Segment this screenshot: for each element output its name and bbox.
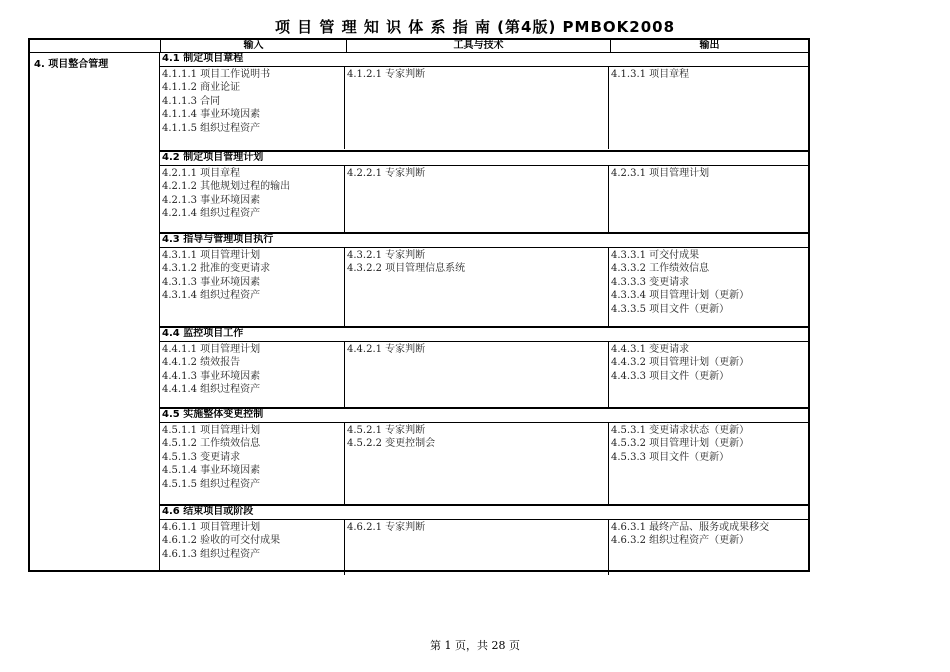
list-item: 4.3.2.2 项目管理信息系统 bbox=[347, 263, 466, 275]
process-inputs bbox=[160, 423, 345, 504]
list-item: 4.5.2.2 变更控制会 bbox=[347, 438, 436, 450]
process-title: 4.6 结束项目或阶段 bbox=[160, 504, 808, 520]
list-item: 4.1.1.3 合同 bbox=[162, 95, 221, 107]
list-item: 4.2.1.1 项目章程 bbox=[162, 168, 241, 179]
list-item: 4.2.3.1 项目管理计划 bbox=[611, 168, 710, 179]
page-footer: 第 1 页，共 28 页 bbox=[430, 639, 520, 652]
list-item: 4.4.1.1 项目管理计划 bbox=[162, 344, 261, 355]
list-item: 4.5.1.4 事业环境因素 bbox=[162, 465, 261, 477]
list-item: 4.1.1.5 组织过程资产 bbox=[162, 122, 261, 134]
list-item: 4.6.3.1 最终产品、服务或成果移交 bbox=[611, 522, 770, 533]
process-section bbox=[160, 53, 808, 149]
list-item: 4.5.1.1 项目管理计划 bbox=[162, 425, 261, 436]
list-item: 4.1.1.1 项目工作说明书 bbox=[162, 69, 271, 80]
process-outputs bbox=[609, 67, 808, 149]
list-item: 4.4.1.4 组织过程资产 bbox=[162, 384, 261, 396]
process-section bbox=[160, 504, 808, 575]
list-item: 4.6.1.1 项目管理计划 bbox=[162, 522, 261, 533]
list-item: 4.1.3.1 项目章程 bbox=[611, 69, 690, 80]
list-item: 4.1.2.1 专家判断 bbox=[347, 69, 426, 80]
list-item: 4.3.1.3 事业环境因素 bbox=[162, 276, 261, 288]
list-item: 4.1.1.2 商业论证 bbox=[162, 82, 241, 94]
list-item: 4.3.2.1 专家判断 bbox=[347, 250, 426, 261]
process-section bbox=[160, 150, 808, 232]
list-item: 4.5.2.1 专家判断 bbox=[347, 425, 426, 436]
list-item: 4.2.1.3 事业环境因素 bbox=[162, 194, 261, 206]
process-body bbox=[160, 342, 808, 407]
process-inputs bbox=[160, 520, 345, 575]
process-tools bbox=[345, 520, 609, 575]
process-outputs bbox=[609, 342, 808, 407]
knowledge-area-column bbox=[30, 53, 160, 570]
process-table bbox=[28, 38, 810, 572]
process-body bbox=[160, 520, 808, 575]
header-blank bbox=[30, 40, 160, 53]
list-item: 4.3.3.2 工作绩效信息 bbox=[611, 263, 710, 275]
list-item: 4.2.1.2 其他规划过程的输出 bbox=[162, 181, 291, 193]
list-item: 4.6.1.3 组织过程资产 bbox=[162, 548, 261, 560]
list-item: 4.6.2.1 专家判断 bbox=[347, 522, 426, 533]
process-title: 4.4 监控项目工作 bbox=[160, 326, 808, 342]
list-item: 4.5.3.3 项目文件（更新） bbox=[611, 451, 730, 463]
process-title: 4.3 指导与管理项目执行 bbox=[160, 232, 808, 248]
list-item: 4.2.1.4 组织过程资产 bbox=[162, 208, 261, 220]
process-section bbox=[160, 232, 808, 326]
list-item: 4.3.3.3 变更请求 bbox=[611, 276, 690, 288]
list-item: 4.5.1.3 变更请求 bbox=[162, 451, 241, 463]
list-item: 4.3.1.4 组织过程资产 bbox=[162, 290, 261, 302]
process-outputs bbox=[609, 423, 808, 504]
process-section bbox=[160, 407, 808, 504]
header-tools: 工具与技术 bbox=[346, 40, 610, 53]
process-body bbox=[160, 248, 808, 326]
list-item: 4.4.3.1 变更请求 bbox=[611, 344, 690, 355]
list-item: 4.3.1.1 项目管理计划 bbox=[162, 250, 261, 261]
list-item: 4.5.1.2 工作绩效信息 bbox=[162, 438, 261, 450]
header-input: 输入 bbox=[160, 40, 346, 53]
list-item: 4.5.3.2 项目管理计划（更新） bbox=[611, 438, 750, 450]
list-item: 4.6.1.2 验收的可交付成果 bbox=[162, 535, 281, 547]
list-item: 4.3.3.5 项目文件（更新） bbox=[611, 303, 730, 315]
process-outputs bbox=[609, 248, 808, 326]
list-item: 4.3.3.1 可交付成果 bbox=[611, 250, 700, 261]
list-item: 4.4.1.3 事业环境因素 bbox=[162, 370, 261, 382]
list-item: 4.3.1.2 批准的变更请求 bbox=[162, 263, 271, 275]
process-outputs bbox=[609, 520, 808, 575]
list-item: 4.4.2.1 专家判断 bbox=[347, 344, 426, 355]
list-item: 4.1.1.4 事业环境因素 bbox=[162, 109, 261, 121]
list-item: 4.6.3.2 组织过程资产（更新） bbox=[611, 535, 750, 547]
process-tools bbox=[345, 67, 609, 149]
page-title: 项 目 管 理 知 识 体 系 指 南 (第4版) PMBOK2008 bbox=[274, 18, 676, 36]
process-tools bbox=[345, 342, 609, 407]
list-item: 4.3.3.4 项目管理计划（更新） bbox=[611, 290, 750, 302]
knowledge-area-label: 4. 项目整合管理 bbox=[34, 59, 109, 70]
process-inputs bbox=[160, 166, 345, 232]
process-inputs bbox=[160, 67, 345, 149]
process-tools bbox=[345, 423, 609, 504]
process-inputs bbox=[160, 248, 345, 326]
process-outputs bbox=[609, 166, 808, 232]
process-section bbox=[160, 326, 808, 407]
list-item: 4.4.3.3 项目文件（更新） bbox=[611, 370, 730, 382]
header-output: 输出 bbox=[610, 40, 808, 53]
list-item: 4.4.1.2 绩效报告 bbox=[162, 357, 241, 369]
process-inputs bbox=[160, 342, 345, 407]
list-item: 4.5.3.1 变更请求状态（更新） bbox=[611, 425, 750, 436]
process-tools bbox=[345, 248, 609, 326]
process-title: 4.2 制定项目管理计划 bbox=[160, 150, 808, 166]
list-item: 4.5.1.5 组织过程资产 bbox=[162, 478, 261, 490]
process-body bbox=[160, 423, 808, 504]
process-body bbox=[160, 166, 808, 232]
process-title: 4.1 制定项目章程 bbox=[160, 53, 808, 67]
list-item: 4.4.3.2 项目管理计划（更新） bbox=[611, 357, 750, 369]
process-body bbox=[160, 67, 808, 149]
list-item: 4.2.2.1 专家判断 bbox=[347, 168, 426, 179]
process-tools bbox=[345, 166, 609, 232]
process-title: 4.5 实施整体变更控制 bbox=[160, 407, 808, 423]
